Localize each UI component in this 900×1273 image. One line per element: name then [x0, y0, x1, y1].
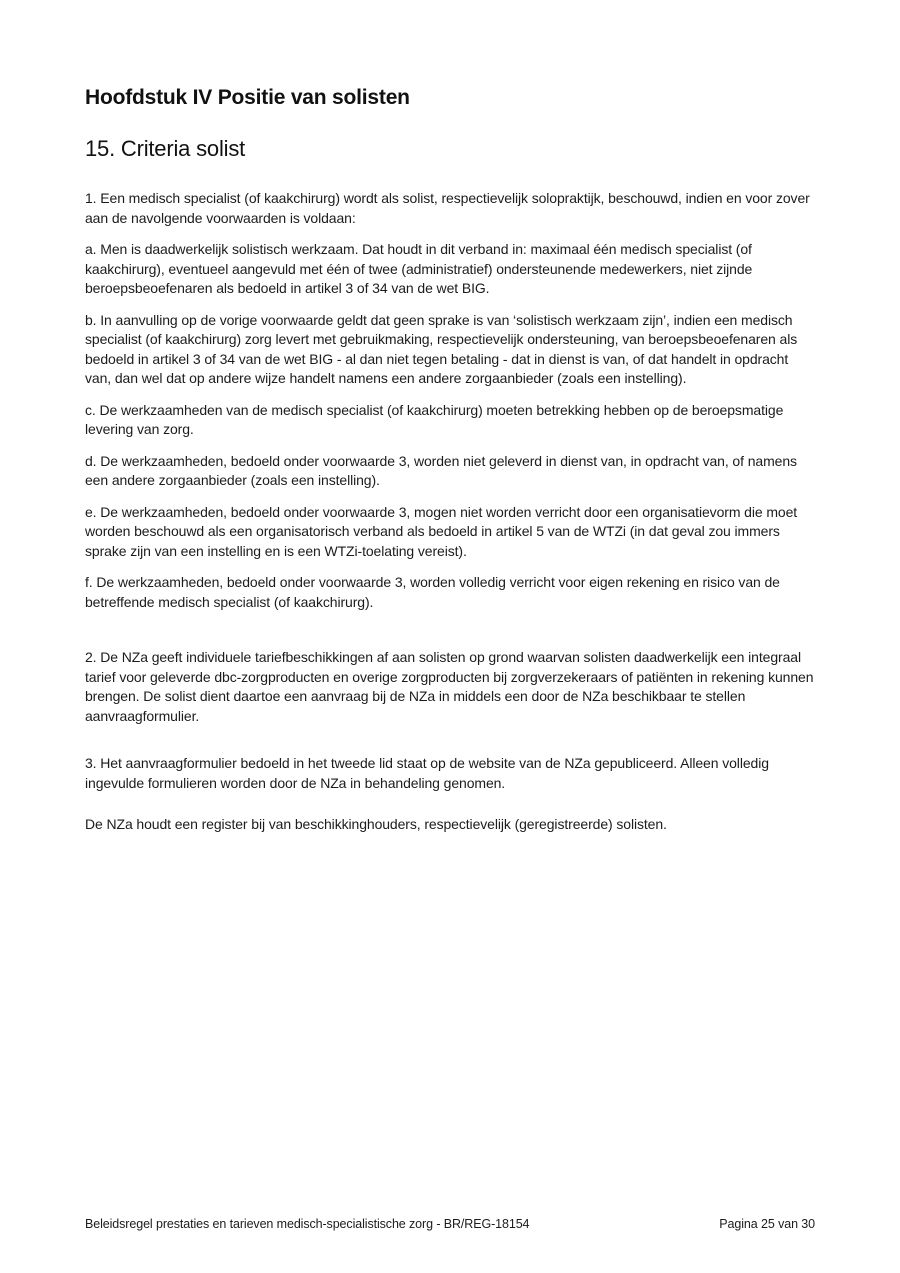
paragraph-d: d. De werkzaamheden, bedoeld onder voorwaarde 3, worden niet geleverd in dienst van, in opdracht van, of namens een andere zorgaanbieder (zoals een instelling). [85, 452, 797, 488]
paragraph-register: De NZa houdt een register bij van beschikkinghouders, respectievelijk (geregistreerde) solisten. [85, 816, 667, 832]
paragraph-3: 3. Het aanvraagformulier bedoeld in het tweede lid staat op de website van de NZa gepubliceerd. Alleen volledig ingevulde formulieren worden door de NZa in behandeling genomen. [85, 755, 769, 791]
chapter-title: Hoofdstuk IV Positie van solisten [85, 86, 410, 109]
paragraph-2: 2. De NZa geeft individuele tariefbeschikkingen af aan solisten op grond waarvan solisten daadwerkelijk een integraal tarief voor geleverde dbc-zorgproducten en overige zorgproducten bij zorgverzekeraars of patiënten in rekening kunnen brengen. De solist dient daartoe een aanvraag bij de NZa in middels een door de NZa beschikbaar te stellen aanvraagformulier. [85, 649, 814, 724]
section-title: 15. Criteria solist [85, 136, 246, 161]
paragraph-f: f. De werkzaamheden, bedoeld onder voorwaarde 3, worden volledig verricht voor eigen rekening en risico van de betreffende medisch specialist (of kaakchirurg). [85, 574, 780, 610]
paragraph-c: c. De werkzaamheden van de medisch specialist (of kaakchirurg) moeten betrekking hebben op de beroepsmatige levering van zorg. [85, 401, 784, 437]
footer-document-title: Beleidsregel prestaties en tarieven medisch-specialistische zorg - BR/REG-18154 [85, 1217, 530, 1231]
paragraph-a: a. Men is daadwerkelijk solistisch werkzaam. Dat houdt in dit verband in: maximaal één medisch specialist (of kaakchirurg), eventueel aangevuld met één of twee (administratief) ondersteunende medewerkers, niet zijnde beroepsbeoefenaren als bedoeld in artikel 3 of 34 van de wet BIG. [85, 241, 753, 296]
paragraph-1: 1. Een medisch specialist (of kaakchirurg) wordt als solist, respectievelijk solopraktijk, beschouwd, indien en voor zover aan de navolgende voorwaarden is voldaan: [85, 190, 810, 226]
page-footer [85, 1217, 815, 1231]
paragraph-b: b. In aanvulling op de vorige voorwaarde geldt dat geen sprake is van ‘solistisch werkzaam zijn’, indien een medisch specialist (of kaakchirurg) zorg levert met gebruikmaking, respectievelijk ondersteuning, van beroepsbeoefenaren als bedoeld in artikel 3 of 34 van de wet BIG - al dan niet tegen betaling - dat in dienst is van, of dat handelt in opdracht van, dan wel dat op andere wijze handelt namens een andere zorgaanbieder (zoals een instelling). [85, 311, 798, 386]
paragraph-e: e. De werkzaamheden, bedoeld onder voorwaarde 3, mogen niet worden verricht door een organisatievorm die moet worden beschouwd als een organisatorisch verband als bedoeld in artikel 5 van de WTZi (in dat geval zou immers sprake zijn van een instelling en is een WTZi-toelating vereist). [85, 503, 798, 559]
footer-page-number: Pagina 25 van 30 [719, 1217, 815, 1231]
document-content [85, 86, 817, 847]
